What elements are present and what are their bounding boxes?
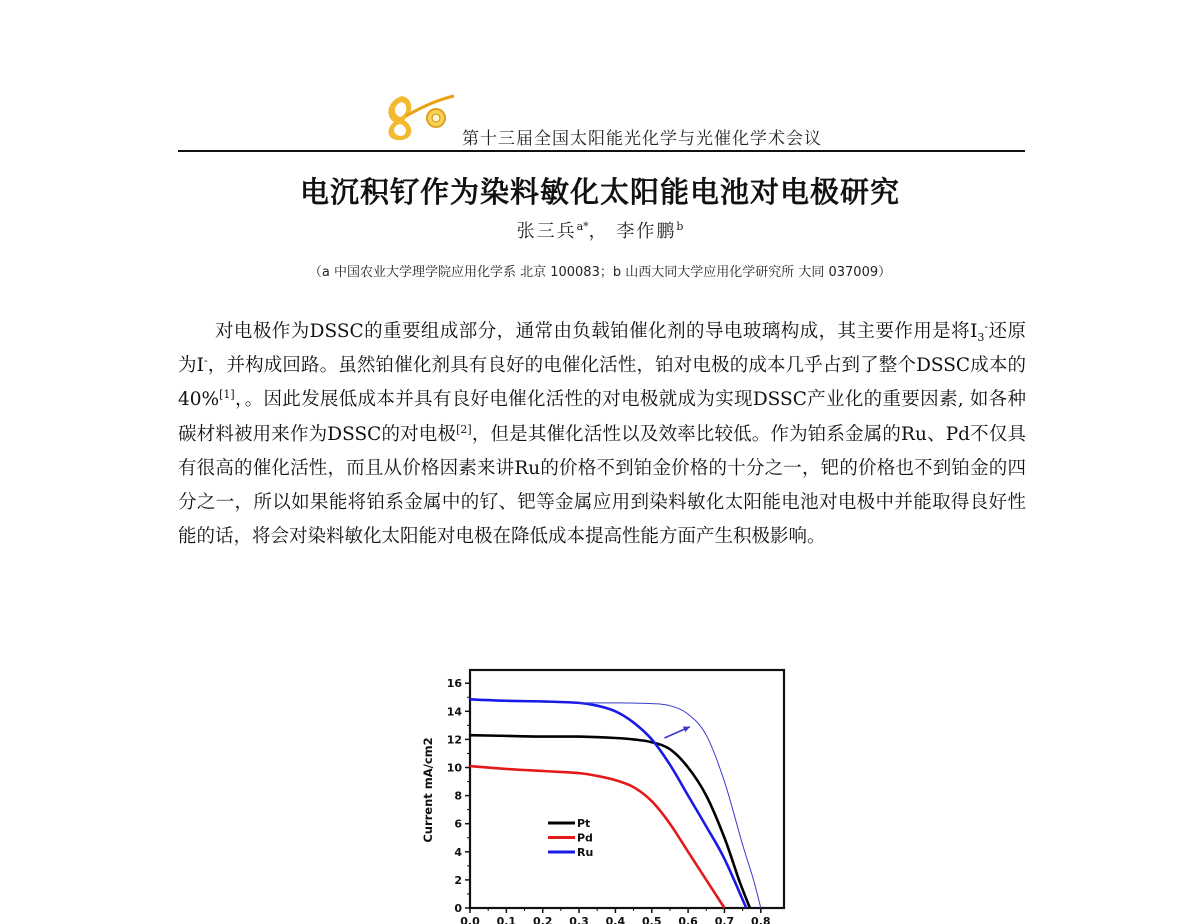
superscript: - <box>203 354 208 368</box>
svg-text:0.4: 0.4 <box>605 915 626 924</box>
text-run: 对电极作为DSSC的重要组成部分，通常由负载铂催化剂的导电玻璃构成，其主要作用是将I <box>215 321 978 342</box>
legend-item-pd <box>548 832 593 845</box>
svg-text:0.5: 0.5 <box>642 915 662 924</box>
svg-text:Pd: Pd <box>577 831 593 845</box>
svg-text:16: 16 <box>446 677 462 691</box>
conference-name: 第十三届全国太阳能光化学与光催化学术会议 <box>462 129 822 149</box>
axes <box>447 677 771 924</box>
citation-1[interactable]: [1] <box>219 388 235 402</box>
affiliation-mark: b <box>676 220 684 233</box>
superscript: - <box>984 320 989 333</box>
text-run: ，并构成回路。虽然铂催化剂具有良好的电催化活性，铂对电极的成本几乎占到了整个DSSC成本的40% <box>178 355 1026 411</box>
paragraph-1 <box>178 315 1026 554</box>
svg-text:14: 14 <box>446 705 462 719</box>
citation-2[interactable]: [2] <box>456 422 472 436</box>
shift-arrow-icon <box>664 727 689 738</box>
curves <box>470 699 761 908</box>
paper-title: 电沉积钌作为染料敏化太阳能电池对电极研究 <box>299 175 900 209</box>
affiliation-line: （a 中国农业大学理学院应用化学系 北京 100083；b 山西大同大学应用化学研究所 大同 037009） <box>308 265 892 280</box>
legend-item-ru <box>548 846 593 859</box>
svg-text:0.2: 0.2 <box>532 915 553 924</box>
y-axis-label <box>421 737 435 842</box>
author-name: 张三兵 <box>516 221 577 242</box>
svg-text:4: 4 <box>454 845 462 859</box>
svg-text:0.6: 0.6 <box>678 915 698 924</box>
text-run: ，。因此发展低成本并具有良好电催化活性的对电极就成为实现DSSC产业化的重要因素, 如各种碳材料被用来作为DSSC的对电极 <box>178 389 1026 445</box>
svg-text:12: 12 <box>446 733 462 747</box>
svg-text:6: 6 <box>454 817 462 831</box>
jv-chart <box>410 660 800 924</box>
svg-text:Current mA/cm2: Current mA/cm2 <box>421 737 435 843</box>
svg-text:0.1: 0.1 <box>496 915 517 924</box>
svg-text:0.8: 0.8 <box>751 915 771 924</box>
affiliation-mark: a* <box>576 220 589 233</box>
author-separator: ， <box>588 221 609 242</box>
chart-legend <box>548 817 593 859</box>
svg-text:Ru: Ru <box>577 846 594 859</box>
conference-logo-icon <box>380 86 458 144</box>
svg-text:8: 8 <box>454 789 462 803</box>
author-name: 李作鹏 <box>616 221 677 242</box>
author-list <box>0 217 1200 243</box>
svg-text:0.3: 0.3 <box>569 915 589 924</box>
header-divider <box>178 150 1025 152</box>
text-run: ，但是其催化活性以及效率比较低。作为铂系金属的Ru、Pd不仅具有很高的催化活性，而且从价格因素来讲Ru的价格不到铂金价格的十分之一，钯的价格也不到铂金的四分之一，所以如果能将铂系金属中的钌、钯等金属应用到染料敏化太阳能电池对电极中并能取得良好性能的话，将会对染料敏化太阳能对电极在降低成本提高性能方面产生积极影响。 <box>178 423 1027 548</box>
svg-text:Pt: Pt <box>577 817 591 830</box>
legend-item-pt <box>548 817 590 830</box>
svg-text:0: 0 <box>454 902 462 915</box>
svg-text:0.7: 0.7 <box>714 915 735 924</box>
jv-curve-figure <box>410 660 800 924</box>
svg-text:2: 2 <box>454 873 462 887</box>
svg-text:10: 10 <box>446 761 462 775</box>
svg-text:0.0: 0.0 <box>460 915 480 924</box>
body-paragraph <box>178 315 1026 554</box>
curve-pd <box>470 766 724 908</box>
subscript: 3 <box>977 331 985 344</box>
text-run: 还原为I <box>178 321 1026 377</box>
